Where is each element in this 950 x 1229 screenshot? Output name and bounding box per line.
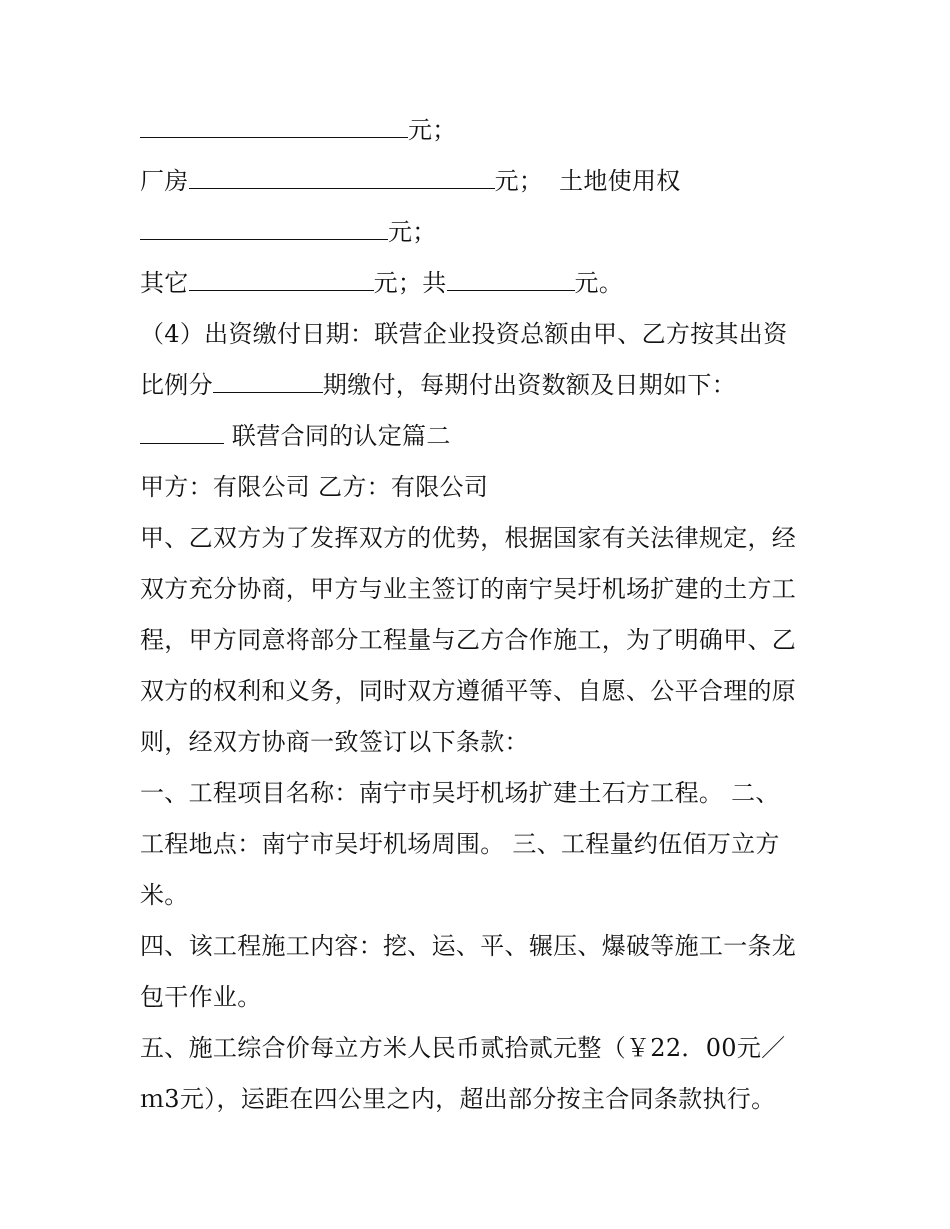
line-text: 厂房	[140, 167, 189, 195]
text-line: 双方充分协商，甲方与业主签订的南宁吴圩机场扩建的土方工	[140, 575, 797, 603]
line-text: 元； 土地使用权	[494, 167, 681, 195]
text-line: 甲、乙双方为了发挥双方的优势，根据国家有关法律规定，经	[140, 524, 797, 552]
fill-blank	[213, 370, 323, 393]
line-text: 元。	[574, 269, 624, 297]
fill-blank	[447, 268, 575, 291]
fill-blank	[140, 421, 224, 444]
text-line: 一、工程项目名称：南宁市吴圩机场扩建土石方工程。 二、	[140, 779, 780, 807]
fill-blank	[189, 268, 374, 291]
text-line: 包干作业。	[140, 983, 262, 1011]
line-text: 元；	[408, 116, 457, 144]
text-line	[140, 115, 457, 145]
text-line	[140, 370, 736, 400]
line-text: 元；	[388, 218, 437, 246]
text-line: ｍ3元），运距在四公里之内，超出部分按主合同条款执行。	[140, 1085, 776, 1113]
text-line	[140, 166, 681, 196]
text-line: 甲方：有限公司 乙方：有限公司	[140, 473, 489, 501]
fill-blank	[189, 166, 495, 189]
line-text: 联营合同的认定篇二	[224, 422, 451, 450]
text-line	[140, 217, 437, 247]
fill-blank	[140, 217, 388, 240]
line-text: 比例分	[140, 371, 213, 399]
line-text: 期缴付，每期付出资数额及日期如下：	[322, 371, 737, 399]
text-line: 工程地点：南宁市吴圩机场周围。 三、工程量约伍佰万立方	[140, 830, 780, 858]
text-line	[140, 268, 623, 298]
text-line: 双方的权利和义务，同时双方遵循平等、自愿、公平合理的原	[140, 677, 797, 705]
section-title	[140, 421, 451, 451]
text-line: 程，甲方同意将部分工程量与乙方合作施工，为了明确甲、乙	[140, 626, 797, 654]
line-text: 其它	[140, 269, 189, 297]
text-line: 五、施工综合价每立方米人民币贰拾贰元整（￥22．00元／	[140, 1034, 786, 1062]
text-line: 四、该工程施工内容：挖、运、平、辗压、爆破等施工一条龙	[140, 932, 797, 960]
text-line: 则，经双方协商一致签订以下条款：	[140, 728, 529, 756]
text-line: 米。	[140, 881, 189, 909]
text-line: （4）出资缴付日期：联营企业投资总额由甲、乙方按其出资	[140, 320, 788, 348]
fill-blank	[140, 115, 408, 138]
line-text: 元；共	[373, 269, 447, 297]
